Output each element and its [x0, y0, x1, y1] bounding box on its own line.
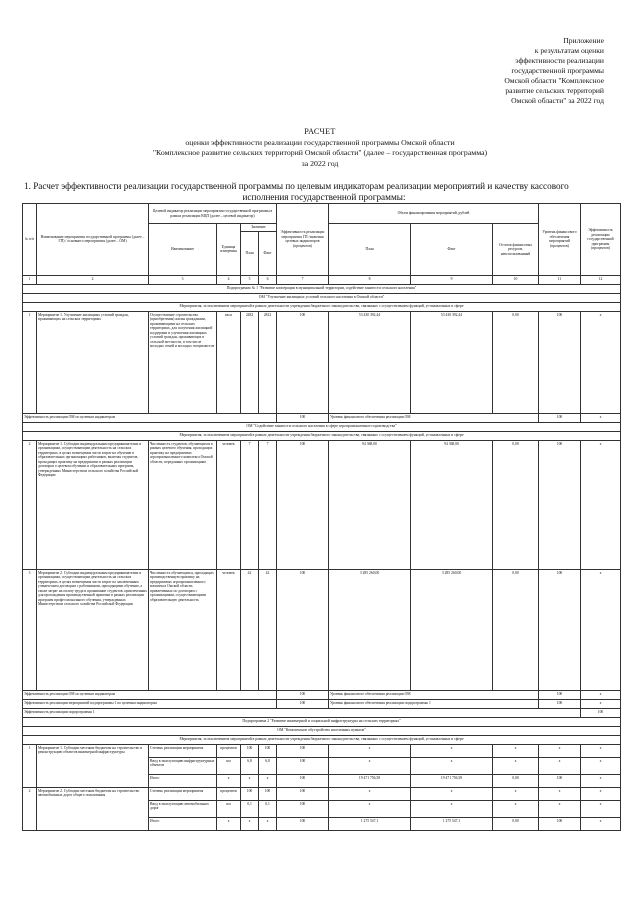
- row-fact: 6,8: [259, 757, 277, 774]
- row-unit: км: [217, 800, 241, 817]
- row-eff: 100: [277, 817, 329, 830]
- subprogram-eff-label: Эффективность реализации мероприятий подпрограммы 1 по целевым индикаторам: [23, 699, 277, 708]
- appendix-line: Омской области" за 2022 год: [511, 96, 604, 105]
- row-cash: 100: [539, 817, 581, 830]
- om-row: ОМ "Комплексное обустройство населенных пунктов": [23, 726, 621, 735]
- activity-note-row: Мероприятия, за исключением мероприятий в рамках деятельности учреждения бюджетного законодательства, связанных с осуществлением функций, установленных в сфере: [23, 735, 621, 744]
- om-cash-value: 100: [539, 690, 581, 699]
- row-cash: 100: [539, 440, 581, 569]
- row-unit: кв.м: [217, 311, 241, 413]
- header-ind-value: Значение: [241, 224, 277, 232]
- row-fin-plan: 94 368,00: [329, 440, 411, 569]
- section-heading: [24, 181, 624, 203]
- header-name: Наименование мероприятия государственной программы (далее – ГП) / основного мероприятия (далее – ОМ): [37, 204, 149, 276]
- header-ind-name: Наименование: [149, 224, 217, 276]
- row-eff: 100: [277, 757, 329, 774]
- row-fin-fact: 94 368,00: [411, 440, 493, 569]
- subprogram-total-label: Эффективность реализации подпрограммы 1: [23, 708, 581, 717]
- row-unused: 0,00: [493, 774, 539, 787]
- row-num: 2: [23, 440, 37, 569]
- title-line: за 2022 год: [301, 158, 339, 168]
- row-fact: x: [259, 817, 277, 830]
- om-eff-value: 100: [277, 690, 329, 699]
- title-line: "Комплексное развитие сельских территорий Омской области" (далее – государственная программа): [152, 148, 488, 157]
- column-number: 11: [539, 275, 581, 284]
- document-title: [0, 127, 640, 169]
- header-ind-unit: Единица измерения: [217, 224, 241, 276]
- row-plan: 2482: [241, 311, 259, 413]
- om-row: ОМ "Содействие занятости сельского населения в сфере агропромышленного производства": [23, 422, 621, 431]
- row-unit: км: [217, 757, 241, 774]
- row-plan: 7: [241, 440, 259, 569]
- om-eff-label: Эффективность реализации ОМ по целевым индикаторам: [23, 413, 277, 422]
- row-num: 3: [23, 569, 37, 690]
- section-line: исполнения государственной программы:: [242, 192, 406, 202]
- row-prog: x: [581, 569, 621, 690]
- appendix-line: Омской области "Комплексное: [504, 76, 604, 85]
- row-name: Мероприятие 2. Субсидии индивидуальным предпринимателям и организациям, осуществляющим деятельность на сельских территориях, в целях возмещения части затрат по заключенным ученическим договорам с работниками, проходящими обучение, а также затрат на оплату труда и проживание студентов, привлеченных для прохождения производственной практики в рамках реализации программ профессионального обучения, утвержденных Министерством сельского хозяйства Российской Федерации: [37, 569, 149, 690]
- row-prog: x: [581, 311, 621, 413]
- activity-note-row: Мероприятия, за исключением мероприятий в рамках деятельности учреждения бюджетного законодательства, связанных с осуществлением функций, установленных в сфере: [23, 431, 621, 440]
- title-line: оценки эффективности реализации государственной программы Омской области: [185, 137, 455, 147]
- row-fin-plan: 19 471 756,58: [329, 774, 411, 787]
- table-row: [23, 440, 621, 569]
- row-unused: 0,00: [493, 569, 539, 690]
- row-unit: процентов: [217, 744, 241, 757]
- title-word: РАСЧЕТ: [304, 127, 336, 136]
- activity-note-row: Мероприятия, за исключением мероприятий в рамках деятельности учреждения бюджетного законодательства, связанных с осуществлением функций, установленных в сфере: [23, 302, 621, 311]
- row-plan: x: [241, 774, 259, 787]
- row-fact: 0,1: [259, 800, 277, 817]
- row-indicator: Ввод в эксплуатацию автомобильных дорог: [149, 800, 217, 817]
- appendix-note: [418, 36, 604, 106]
- row-num: 1: [23, 311, 37, 413]
- row-prog: x: [581, 787, 621, 800]
- column-number: 1: [23, 275, 37, 284]
- subprogram-total-value: 100: [581, 708, 621, 717]
- row-eff: 100: [277, 311, 329, 413]
- appendix-line: развитие сельских территорий: [505, 86, 604, 95]
- row-eff: 100: [277, 569, 329, 690]
- row-plan: 42: [241, 569, 259, 690]
- row-fact: 42: [259, 569, 277, 690]
- header-program-eff: Эффективность реализации государственной программы (процентов): [581, 204, 621, 276]
- appendix-line: государственной программы: [511, 66, 604, 75]
- row-fin-plan: 1 275 547,1: [329, 817, 411, 830]
- om-eff-label: Эффективность реализации ОМ по целевым индикаторам: [23, 690, 277, 699]
- row-eff: 100: [277, 787, 329, 800]
- row-fact: 2812: [259, 311, 277, 413]
- subprogram-prog: x: [581, 699, 621, 708]
- column-number: 4: [217, 275, 241, 284]
- row-cash: 100: [539, 774, 581, 787]
- column-number: 7: [277, 275, 329, 284]
- row-prog: x: [581, 440, 621, 569]
- column-number: 10: [493, 275, 539, 284]
- subprogram-eff-value: 100: [277, 699, 329, 708]
- row-unit: человек: [217, 569, 241, 690]
- row-cash: x: [539, 744, 581, 757]
- row-unit: человек: [217, 440, 241, 569]
- row-plan: 6,8: [241, 757, 259, 774]
- row-unused: x: [493, 757, 539, 774]
- row-fin-plan: 3 285 260,00: [329, 569, 411, 690]
- om-row: ОМ "Улучшение жилищных условий сельского населения в Омской области": [23, 293, 621, 302]
- column-number: 5: [241, 275, 259, 284]
- section-line: 1. Расчет эффективности реализации государственной программы по целевым индикаторам реализации мероприятий и качеству кассового: [24, 181, 569, 191]
- row-name: Мероприятие 2. Субсидии местным бюджетам на строительство автомобильных дорог общего пользования: [37, 787, 149, 830]
- row-fact: x: [259, 774, 277, 787]
- row-eff: 100: [277, 744, 329, 757]
- subprogram-cash-label: Уровень финансового обеспечения реализации подпрограммы 1: [329, 699, 539, 708]
- row-cash: 100: [539, 569, 581, 690]
- table-row: [23, 744, 621, 757]
- header-fin-fact: Факт: [411, 224, 493, 276]
- row-num: 1: [23, 744, 37, 787]
- om-cash-label: Уровень финансового обеспечения реализации ОМ: [329, 690, 539, 699]
- column-number: 6: [259, 275, 277, 284]
- row-fin-plan: x: [329, 800, 411, 817]
- appendix-line: к результатам оценки: [534, 46, 604, 55]
- row-cash: x: [539, 787, 581, 800]
- header-fin-plan: План: [329, 224, 411, 276]
- row-fin-plan: x: [329, 787, 411, 800]
- om-eff-value: 100: [277, 413, 329, 422]
- row-unused: 0,00: [493, 311, 539, 413]
- column-number: 9: [411, 275, 493, 284]
- om-prog: x: [581, 413, 621, 422]
- row-unused: x: [493, 800, 539, 817]
- appendix-line: эффективности реализации: [515, 56, 604, 65]
- row-unused: x: [493, 744, 539, 757]
- subprogram-row: Подпрограмма № 1 "Развитие кооперации в муниципальной территории, содействие занятости сельского населения": [23, 284, 621, 293]
- header-effectiveness: Эффективность реализации мероприятия ГП /значения целевых индикаторов (процентов): [277, 204, 329, 276]
- column-number: 12: [581, 275, 621, 284]
- row-prog: x: [581, 774, 621, 787]
- row-unit: x: [217, 817, 241, 830]
- appendix-line: Приложение: [563, 36, 604, 45]
- row-fin-plan: x: [329, 744, 411, 757]
- column-number: 2: [37, 275, 149, 284]
- header-num: № п/п: [23, 204, 37, 276]
- row-prog: x: [581, 817, 621, 830]
- table-row: [23, 311, 621, 413]
- row-fact: 100: [259, 787, 277, 800]
- row-eff: 100: [277, 440, 329, 569]
- row-fact: 100: [259, 744, 277, 757]
- om-cash-value: 100: [539, 413, 581, 422]
- row-indicator: Численность обучающихся, проходящих производственную практику на предприятиях агропромышленного комплекса Омской области, привлеченных по договорам с организациями, осуществляющими образовательную деятельность: [149, 569, 217, 690]
- header-ind-fact: Факт: [259, 231, 277, 275]
- om-prog: x: [581, 690, 621, 699]
- row-prog: x: [581, 757, 621, 774]
- column-number: 8: [329, 275, 411, 284]
- row-plan: 100: [241, 787, 259, 800]
- row-name: Мероприятие 1. Улучшение жилищных условий граждан, проживающих на сельских территориях: [37, 311, 149, 413]
- om-cash-label: Уровень финансового обеспечения реализации ОМ: [329, 413, 539, 422]
- row-fin-fact: x: [411, 744, 493, 757]
- header-cash-level: Уровень финансового обеспечения мероприятий (процентов): [539, 204, 581, 276]
- row-name: Мероприятие 1. Субсидии индивидуальным предпринимателям и организациям, осуществляющим деятельность на сельских территориях, в целях возмещения части затрат на обучение в образовательных организациях работников, включая студентов, проходящих практику на предприятии в рамках реализации договоров о целевом обучении и образовательных программ, утвержденных Министерством сельского хозяйства Российской Федерации: [37, 440, 149, 569]
- row-indicator: Итого: [149, 774, 217, 787]
- row-fin-plan: 53 430 392,44: [329, 311, 411, 413]
- row-fact: 7: [259, 440, 277, 569]
- row-prog: x: [581, 800, 621, 817]
- row-plan: x: [241, 817, 259, 830]
- table-row: [23, 569, 621, 690]
- row-indicator: Степень реализации мероприятия: [149, 744, 217, 757]
- row-indicator: Ввод в эксплуатацию инфраструктурных объектов: [149, 757, 217, 774]
- row-eff: 100: [277, 800, 329, 817]
- row-eff: 100: [277, 774, 329, 787]
- row-fin-fact: x: [411, 800, 493, 817]
- row-indicator: Численность студентов, обучающихся в рамках целевого обучения, проходящих практику на предприятиях агропромышленного комплекса Омской области, переданных организациям: [149, 440, 217, 569]
- row-cash: x: [539, 800, 581, 817]
- row-name: Мероприятие 1. Субсидии местным бюджетам на строительство и реконструкцию объектов инженерной инфраструктуры: [37, 744, 149, 787]
- row-fin-fact: 53 430 392,44: [411, 311, 493, 413]
- header-fin-unused: Остаток финансовых ресурсов, неиспользованный: [493, 224, 539, 276]
- row-fin-plan: x: [329, 757, 411, 774]
- row-unit: x: [217, 774, 241, 787]
- row-fin-fact: 3 285 260,00: [411, 569, 493, 690]
- header-indicator: Целевой индикатор реализации мероприятия государственной программы в рамках реализации ВЦП (далее – целевой индикатор): [149, 204, 277, 224]
- row-indicator: Итого: [149, 817, 217, 830]
- row-plan: 100: [241, 744, 259, 757]
- header-finance: Объем финансирования мероприятий, рублей: [329, 204, 539, 224]
- header-ind-plan: План: [241, 231, 259, 275]
- subprogram-row: Подпрограмма 2 "Развитие инженерной и социальной инфраструктуры на сельских территориях": [23, 717, 621, 726]
- row-fin-fact: x: [411, 757, 493, 774]
- row-cash: x: [539, 757, 581, 774]
- row-num: 2: [23, 787, 37, 830]
- row-unused: 0,00: [493, 440, 539, 569]
- row-fin-fact: 19 471 756,58: [411, 774, 493, 787]
- row-plan: 0,1: [241, 800, 259, 817]
- row-unused: 0,00: [493, 817, 539, 830]
- table-row: [23, 787, 621, 800]
- row-fin-fact: 1 275 547,1: [411, 817, 493, 830]
- subprogram-cash-value: 100: [539, 699, 581, 708]
- row-cash: 100: [539, 311, 581, 413]
- row-indicator: Осуществление строительства (приобретения) жилья гражданами, проживающими на сельских территориях, для получения жилищной поддержки и улучшения жилищных условий граждан, проживающих в сельской местности, в том числе молодых семей и молодых специалистов: [149, 311, 217, 413]
- row-unused: x: [493, 787, 539, 800]
- evaluation-table: [22, 203, 620, 831]
- row-fin-fact: x: [411, 787, 493, 800]
- row-indicator: Степень реализации мероприятия: [149, 787, 217, 800]
- column-number: 3: [149, 275, 217, 284]
- row-unit: процентов: [217, 787, 241, 800]
- row-prog: x: [581, 744, 621, 757]
